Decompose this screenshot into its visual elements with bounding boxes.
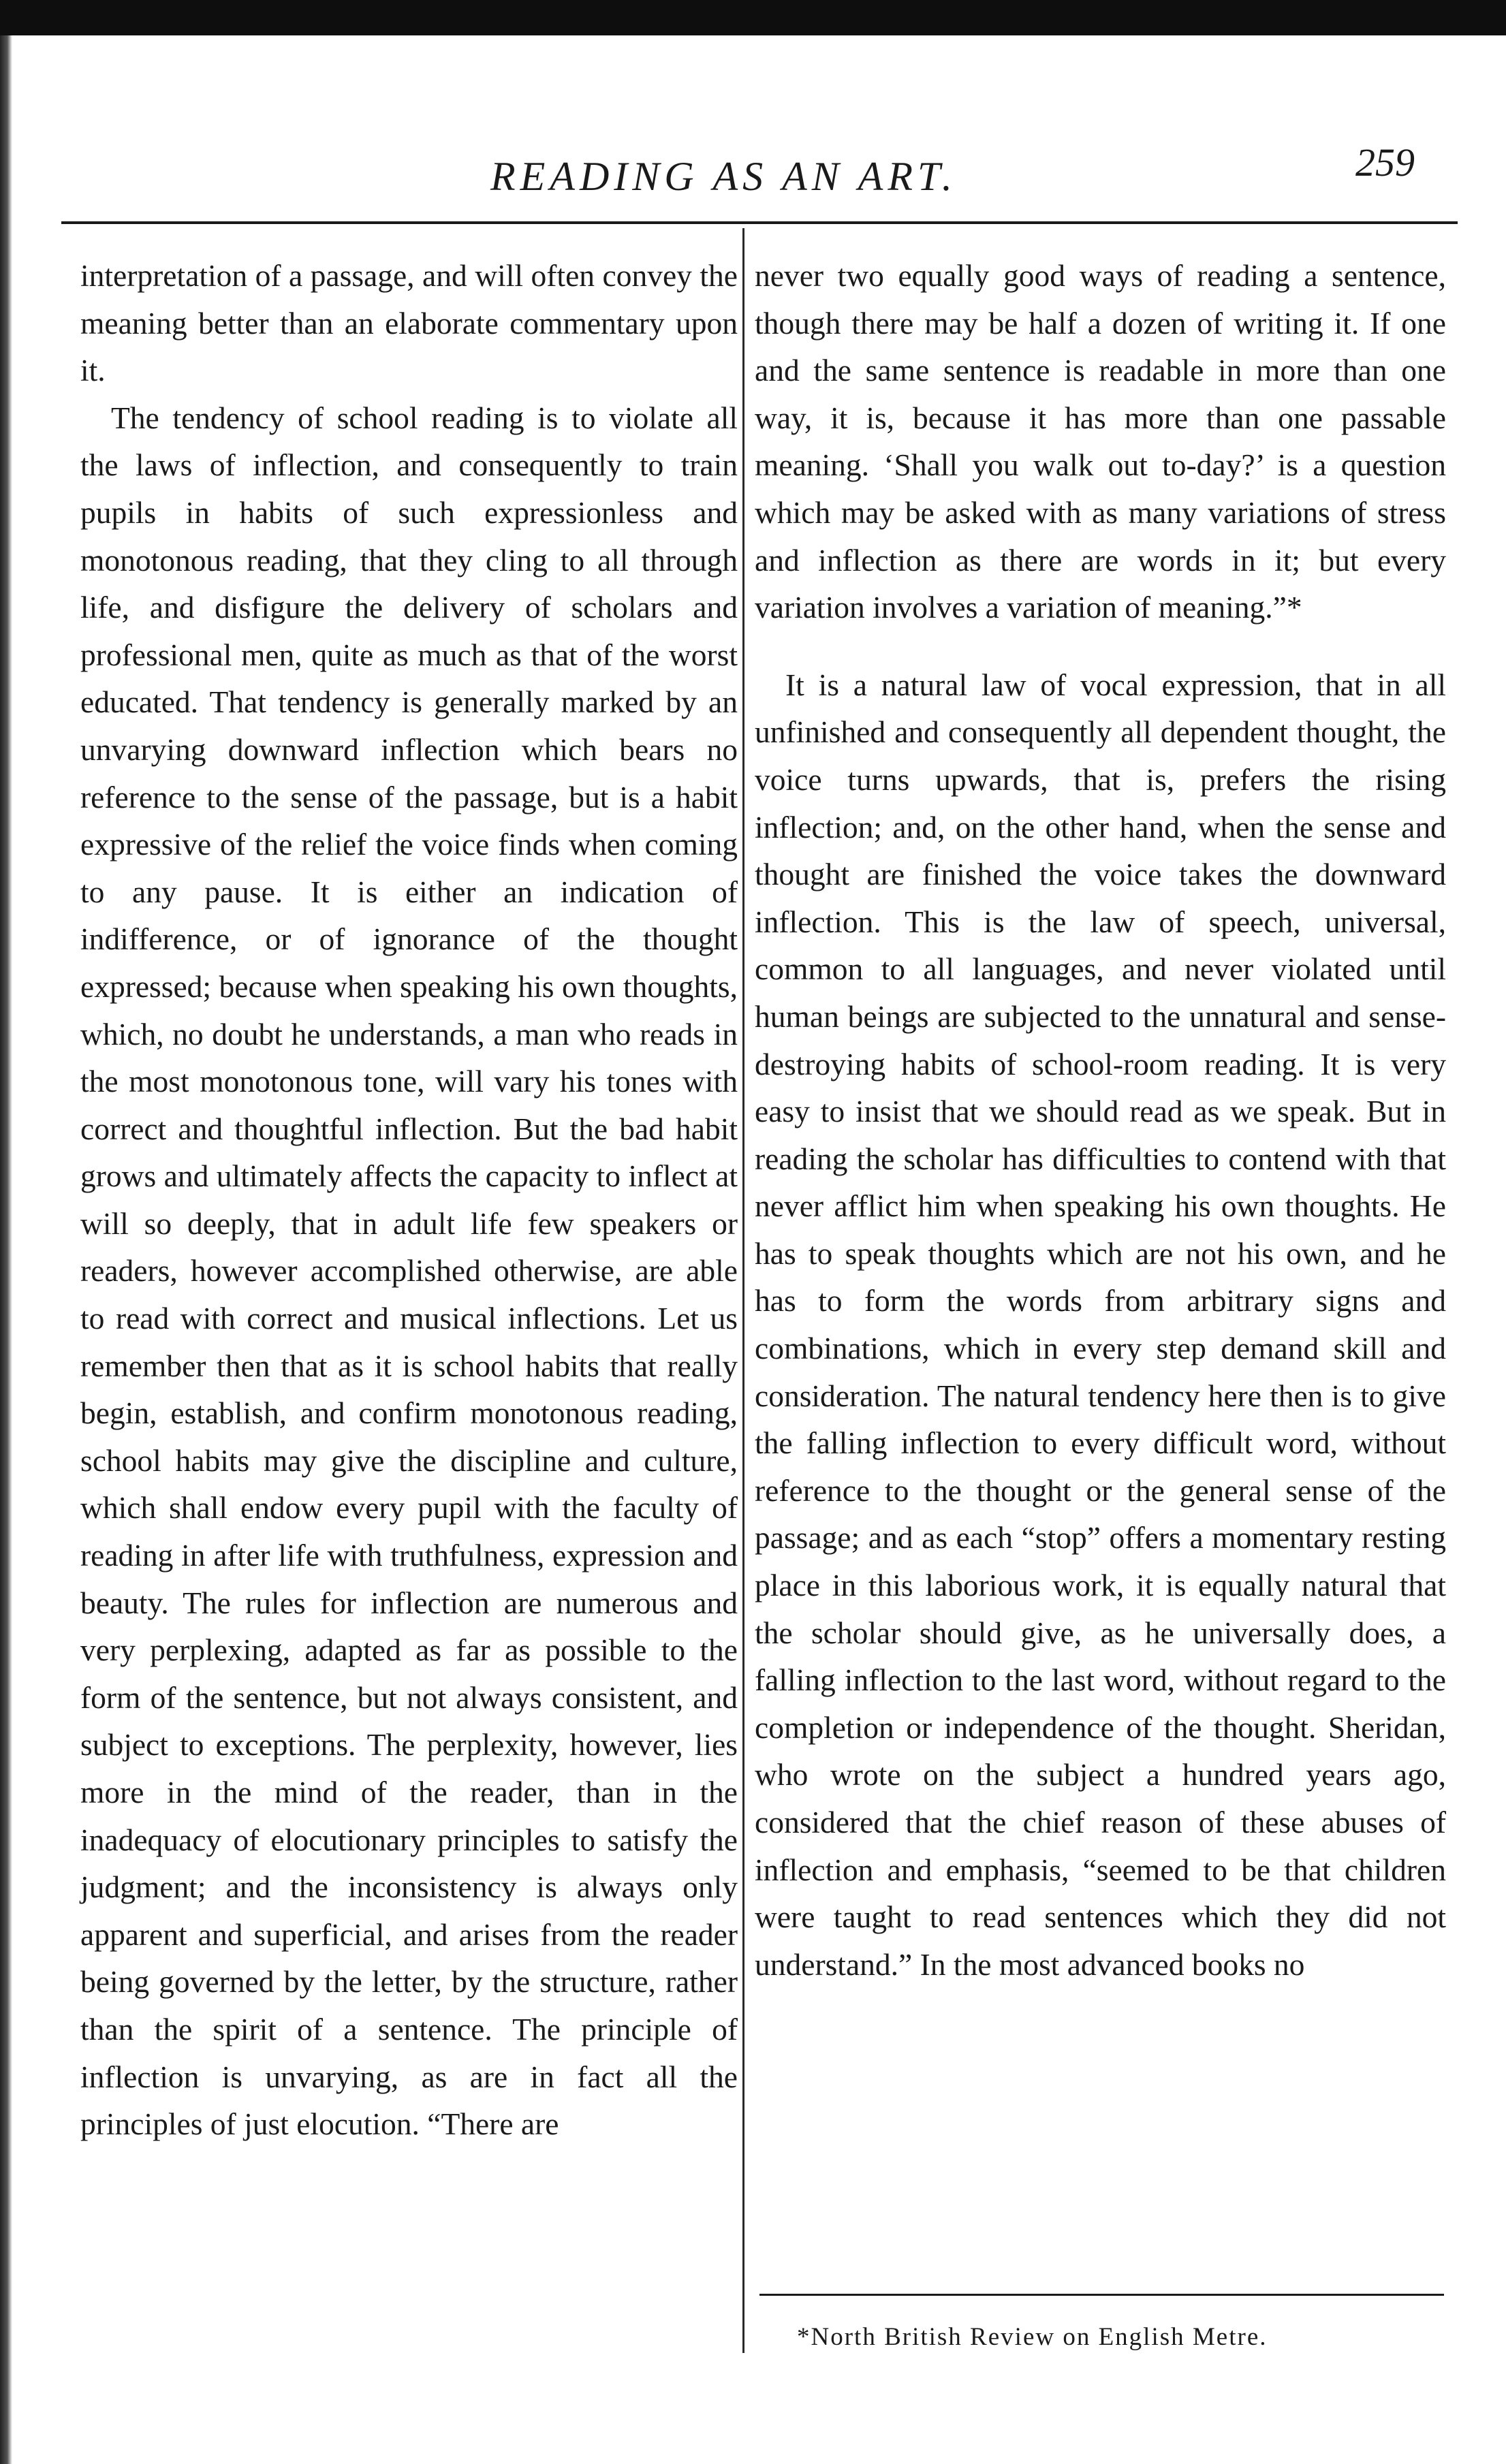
paragraph: The tendency of school reading is to violate all the laws of inflection, and consequently to train pupils in habits of such expressionless and monotonous reading, that they cling to all through life, and disfigure the delivery of scholars and professional men, quite as much as that of the worst educated. That tendency is generally marked by an unvarying downward inflection which bears no reference to the sense of the passage, but is a habit expressive of the relief the voice finds when coming to any pause. It is either an indication of indifference, or of ignorance of the thought expressed; because when speaking his own thoughts, which, no doubt he understands, a man who reads in the most monotonous tone, will vary his tones with correct and thoughtful inflection. But the bad habit grows and ultimately affects the capacity to inflect at will so deeply, that in adult life few speakers or readers, however accomplished otherwise, are able to read with correct and musical inflections. Let us remember then that as it is school habits that really begin, establish, and confirm monotonous reading, school habits may give the discipline and culture, which shall endow every pupil with the faculty of reading in after life with truthfulness, expression and beauty. The rules for inflection are numerous and very perplexing, adapted as far as possible to the form of the sentence, but not always consistent, and subject to exceptions. The perplexity, however, lies more in the mind of the reader, than in the inadequacy of elocutionary principles to satisfy the judgment; and the inconsistency is always only apparent and superficial, and arises from the reader being governed by the letter, by the structure, rather than the spirit of a sentence. The principle of inflection is unvarying, as are in fact all the principles of just elocution. “There are: [80, 400, 738, 2142]
paragraph: interpretation of a passage, and will often convey the meaning better than an elaborate commentary upon it.: [80, 258, 738, 388]
header-rule: [61, 221, 1458, 224]
scan-top-edge: [0, 0, 1506, 35]
scan-left-edge: [0, 35, 12, 2464]
paragraph: It is a natural law of vocal expression, that in all unfinished and consequently all dependent thought, the voice turns upwards, that is, prefers the rising inflection; and, on the other hand, when the sense and thought are finished the voice takes the downward inflection. This is the law of speech, universal, common to all languages, and never violated until human beings are subjected to the unnatural and sense-destroying habits of school-room reading. It is very easy to insist that we should read as we speak. But in reading the scholar has difficulties to contend with that never afflict him when speaking his own thoughts. He has to speak thoughts which are not his own, and he has to form the words from arbitrary signs and combinations, which in every step demand skill and consideration. The natural tendency here then is to give the falling inflection to every difficult word, without reference to the thought or the general sense of the passage; and as each “stop” offers a momentary resting place in this laborious work, it is equally natural that the scholar should give, as he universally does, a falling inflection to the last word, without regard to the completion or independence of the thought. Sheridan, who wrote on the subject a hundred years ago, considered that the chief reason of these abuses of inflection and emphasis, “seemed to be that children were taught to read sentences which they did not understand.” In the most advanced books no: [755, 667, 1446, 1982]
column-divider: [742, 228, 744, 2353]
running-head: READING AS AN ART.: [490, 154, 957, 199]
paragraph: never two equally good ways of reading a sentence, though there may be half a dozen of writing it. If one and the same sentence is readable in more than one way, it is, because it has more than one passable meaning. ‘Shall you walk out to-day?’ is a question which may be asked with as many variations of stress and inflection as there are words in it; but every variation involves a variation of meaning.”*: [755, 258, 1446, 625]
page-number: 259: [1355, 140, 1415, 185]
left-column: [80, 252, 738, 2148]
right-column: [755, 252, 1446, 1988]
footnote: *North British Review on English Metre.: [797, 2323, 1268, 2351]
footnote-rule: [759, 2294, 1444, 2296]
